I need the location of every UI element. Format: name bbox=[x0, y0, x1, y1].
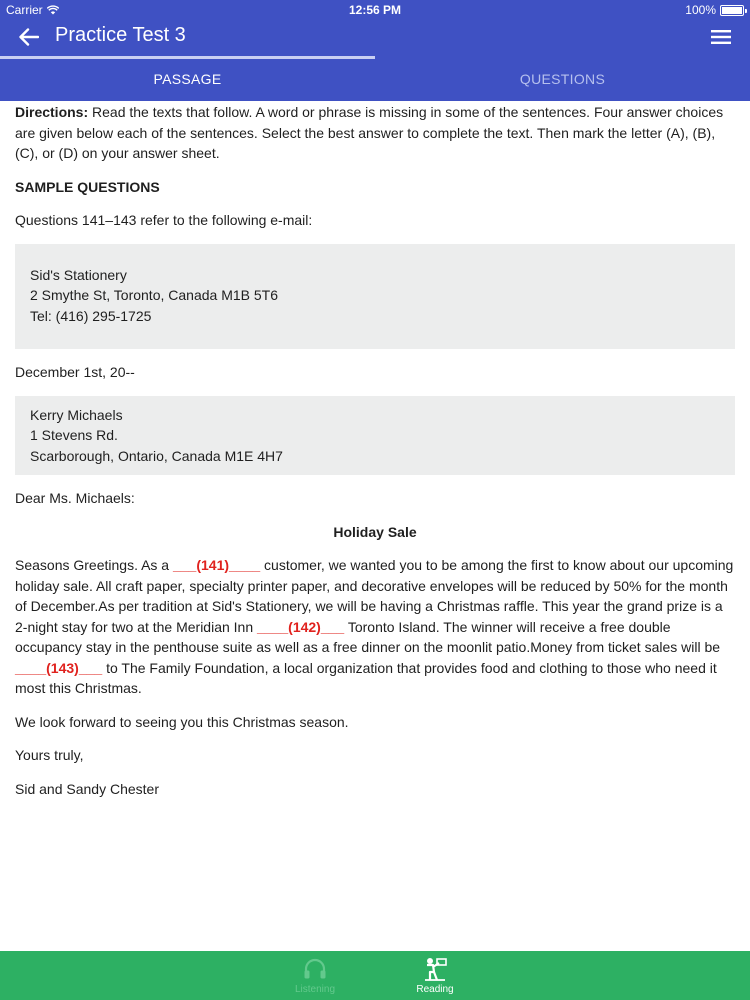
blank-143: ____(143)___ bbox=[15, 659, 103, 676]
sender-tel: Tel: (416) 295-1725 bbox=[30, 307, 152, 324]
sample-questions-heading: SAMPLE QUESTIONS bbox=[15, 178, 160, 195]
body-text-2: customer, we wanted you to be among the first to know about our upcoming holiday sale. All craft paper, specialty printer paper, and decorative envelopes will be reduced by 50% for the month of December.As per tradition at Sid's Stationery, we will be having a Christmas raffle. This year the grand prize is a 2-night stay for two at the Meridian Inn bbox=[15, 557, 734, 635]
letter-subject: Holiday Sale bbox=[333, 523, 417, 540]
questions-reference: Questions 141–143 refer to the following e-mail: bbox=[15, 212, 313, 228]
body-text-3: Toronto Island. The winner will receive a free double occupancy stay in the penthouse suite as well as a free dinner on the moonlit patio.Money from ticket sales will be bbox=[15, 618, 721, 655]
closing-line: We look forward to seeing you this Christmas season. bbox=[15, 713, 349, 730]
tab-passage[interactable]: PASSAGE bbox=[153, 70, 222, 87]
back-button[interactable] bbox=[14, 22, 44, 52]
passage-content[interactable] bbox=[0, 101, 750, 951]
bottom-tab-listening[interactable] bbox=[275, 951, 355, 1000]
directions-text: Read the texts that follow. A word or phrase is missing in some of the sentences. Four answer choices are given below each of the sentences. Select the best answer to complete the text. Then mark the letter (A), (B), (C), or (D) on your answer sheet. bbox=[15, 104, 724, 161]
letter-greeting: Dear Ms. Michaels: bbox=[15, 490, 135, 506]
blank-142: ____(142)___ bbox=[257, 618, 345, 635]
bottom-tab-label: Listening bbox=[294, 984, 336, 995]
bottom-tab-label: Reading bbox=[416, 984, 454, 995]
recipient-city: Scarborough, Ontario, Canada M1E 4H7 bbox=[30, 447, 283, 464]
directions-label: Directions: bbox=[15, 104, 89, 120]
status-time: 12:56 PM bbox=[348, 3, 402, 17]
page-title: Practice Test 3 bbox=[55, 24, 186, 46]
letter-date: December 1st, 20-- bbox=[15, 364, 135, 380]
tab-questions[interactable]: QUESTIONS bbox=[519, 70, 606, 87]
menu-button[interactable] bbox=[706, 22, 736, 52]
battery-icon bbox=[720, 5, 744, 16]
sign-off: Yours truly, bbox=[15, 747, 84, 763]
headphones-icon bbox=[302, 956, 328, 982]
sender-address-box bbox=[15, 244, 735, 350]
recipient-street: 1 Stevens Rd. bbox=[30, 427, 118, 443]
status-bar bbox=[0, 0, 750, 20]
sender-name: Sid's Stationery bbox=[30, 266, 127, 283]
hamburger-menu-icon bbox=[711, 29, 731, 45]
header bbox=[0, 0, 750, 101]
signature: Sid and Sandy Chester bbox=[15, 780, 159, 797]
carrier-label: Carrier bbox=[6, 3, 43, 17]
sender-street: 2 Smythe St, Toronto, Canada M1B 5T6 bbox=[30, 287, 278, 303]
blank-141: ___(141)____ bbox=[172, 557, 261, 573]
arrow-left-icon bbox=[19, 28, 39, 46]
tab-bar bbox=[0, 56, 750, 101]
recipient-address-box bbox=[15, 396, 735, 476]
battery-percent: 100% bbox=[685, 3, 716, 17]
status-battery bbox=[685, 3, 744, 17]
bottom-tab-reading[interactable] bbox=[395, 951, 475, 1000]
directions bbox=[15, 102, 735, 164]
body-text-1: Seasons Greetings. As a bbox=[15, 557, 173, 573]
reader-icon bbox=[422, 956, 448, 982]
bottom-nav bbox=[0, 951, 750, 1000]
body-text-4: to The Family Foundation, a local organization that provides food and clothing to those who need it most this Christmas. bbox=[15, 659, 717, 696]
letter-body bbox=[15, 555, 735, 699]
recipient-name: Kerry Michaels bbox=[30, 406, 123, 423]
app-bar bbox=[0, 20, 750, 56]
